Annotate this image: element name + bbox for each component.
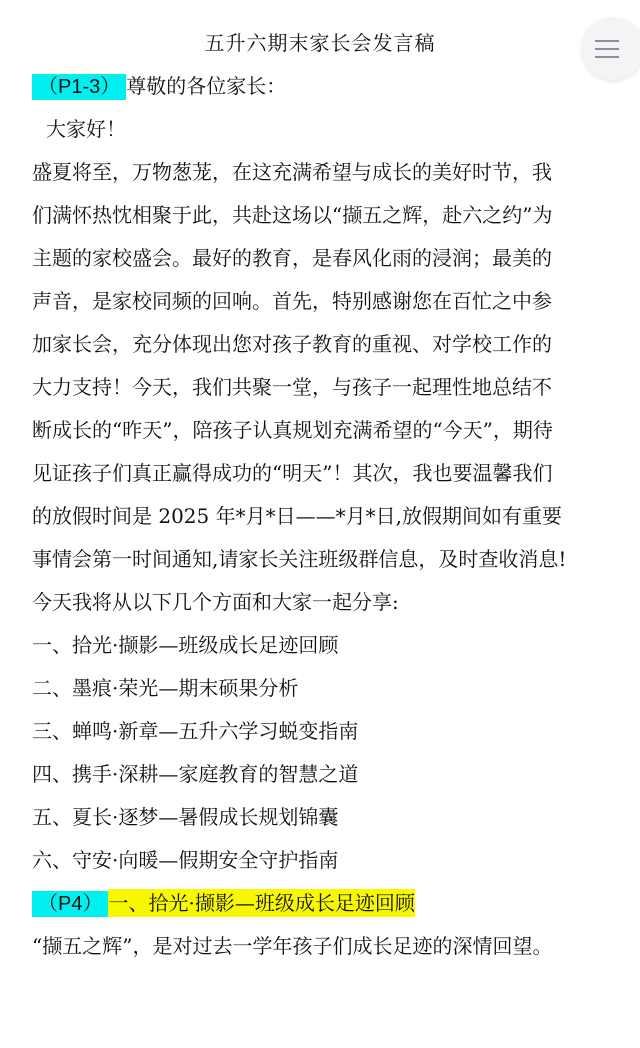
outline-item: 一、拾光·撷影—班级成长足迹回顾 xyxy=(32,633,339,657)
para-line: 断成长的“昨天”，陪孩子认真规划充满希望的“今天”，期待 xyxy=(32,418,553,442)
section-heading: 一、拾光·撷影—班级成长足迹回顾 xyxy=(108,891,415,915)
page-tag-p4: （P4） xyxy=(32,891,108,917)
outline-item: 五、夏长·逐梦—暑假成长规划锦囊 xyxy=(32,805,339,829)
greeting-line xyxy=(32,73,286,100)
para-line: 今天我将从以下几个方面和大家一起分享: xyxy=(32,590,399,614)
outline-item: 三、蝉鸣·新章—五升六学习蜕变指南 xyxy=(32,719,359,743)
section-heading-line xyxy=(32,890,415,917)
hello-line: 大家好！ xyxy=(46,117,126,141)
body-line: “撷五之辉”，是对过去一学年孩子们成长足迹的深情回望。 xyxy=(32,934,553,958)
para-line: 加家长会，充分体现出您对孩子教育的重视、对学校工作的 xyxy=(32,332,552,356)
para-line: 事情会第一时间通知,请家长关注班级群信息，及时查收消息! xyxy=(32,547,567,571)
outline-item: 二、墨痕·荣光—期末硕果分析 xyxy=(32,676,299,700)
para-line: 见证孩子们真正赢得成功的“明天”！其次，我也要温馨我们 xyxy=(32,461,553,485)
para-line: 的放假时间是 2025 年*月*日——*月*日,放假期间如有重要 xyxy=(32,504,562,528)
para-line: 们满怀热忱相聚于此，共赴这场以“撷五之辉，赴六之约”为 xyxy=(32,203,553,227)
para-line: 主题的家校盛会。最好的教育，是春风化雨的浸润；最美的 xyxy=(32,246,552,270)
para-line: 声音，是家校同频的回响。首先，特别感谢您在百忙之中参 xyxy=(32,289,552,313)
document-title: 五升六期末家长会发言稿 xyxy=(204,31,436,55)
outline-item: 四、携手·深耕—家庭教育的智慧之道 xyxy=(32,762,359,786)
outline-item: 六、守安·向暖—假期安全守护指南 xyxy=(32,848,339,872)
page-tag-p1-3: （P1-3） xyxy=(32,74,126,100)
para-line: 大力支持！今天，我们共聚一堂，与孩子一起理性地总结不 xyxy=(32,375,552,399)
para-line: 盛夏将至，万物葱茏，在这充满希望与成长的美好时节，我 xyxy=(32,160,552,184)
greeting: 尊敬的各位家长： xyxy=(126,74,287,98)
